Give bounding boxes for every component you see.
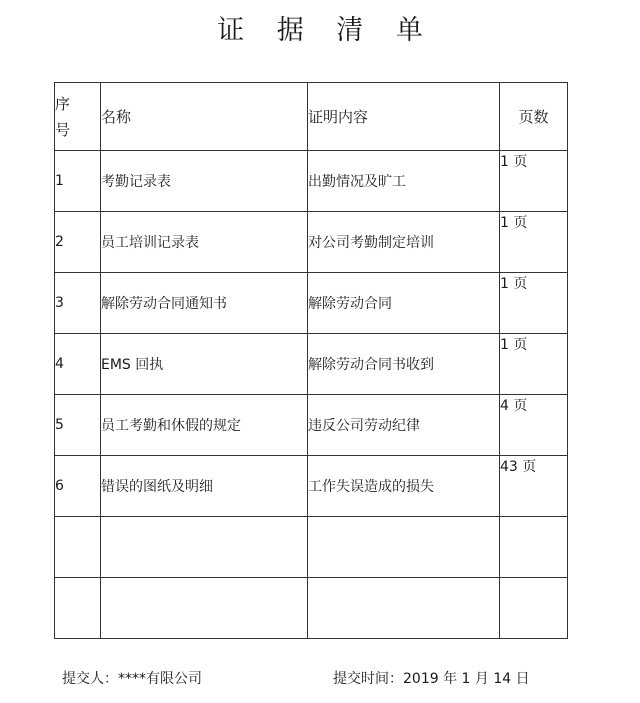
- row-name: 解除劳动合同通知书: [101, 273, 308, 334]
- empty-cell: [55, 578, 101, 639]
- header-serial-number: [55, 83, 101, 151]
- row-page-count: 1 页: [500, 212, 568, 273]
- header-serial-line2: 号: [55, 120, 71, 139]
- table-row: [55, 456, 568, 517]
- empty-cell: [101, 517, 308, 578]
- row-proof-content: 对公司考勤制定培训: [308, 212, 500, 273]
- row-proof-content: 违反公司劳动纪律: [308, 395, 500, 456]
- empty-cell: [500, 517, 568, 578]
- row-name: 员工考勤和休假的规定: [101, 395, 308, 456]
- empty-cell: [308, 578, 500, 639]
- row-serial-number: 6: [55, 456, 101, 517]
- row-proof-content: 解除劳动合同: [308, 273, 500, 334]
- row-page-count: 43 页: [500, 456, 568, 517]
- table-row: [55, 395, 568, 456]
- table-row: [55, 334, 568, 395]
- table-header-row: [55, 83, 568, 151]
- row-serial-number: 2: [55, 212, 101, 273]
- row-proof-content: 工作失误造成的损失: [308, 456, 500, 517]
- row-name: 员工培训记录表: [101, 212, 308, 273]
- empty-cell: [55, 517, 101, 578]
- row-page-count: 1 页: [500, 273, 568, 334]
- submitter-line: 提交人：****有限公司: [62, 671, 202, 687]
- row-page-count: 1 页: [500, 151, 568, 212]
- empty-table-row: [55, 517, 568, 578]
- empty-cell: [308, 517, 500, 578]
- row-page-count: 4 页: [500, 395, 568, 456]
- document-title: 证 据 清 单: [217, 15, 435, 46]
- row-page-count: 1 页: [500, 334, 568, 395]
- empty-table-row: [55, 578, 568, 639]
- row-serial-number: 5: [55, 395, 101, 456]
- empty-cell: [101, 578, 308, 639]
- submit-time-line: 提交时间：2019 年 1 月 14 日: [333, 671, 530, 687]
- table-row: [55, 212, 568, 273]
- row-name: 错误的图纸及明细: [101, 456, 308, 517]
- header-name: 名称: [101, 83, 308, 151]
- table-row: [55, 273, 568, 334]
- row-serial-number: 1: [55, 151, 101, 212]
- row-proof-content: 解除劳动合同书收到: [308, 334, 500, 395]
- row-serial-number: 4: [55, 334, 101, 395]
- row-serial-number: 3: [55, 273, 101, 334]
- empty-cell: [500, 578, 568, 639]
- row-proof-content: 出勤情况及旷工: [308, 151, 500, 212]
- header-serial-line1: 序: [55, 94, 71, 113]
- row-name: EMS 回执: [101, 334, 308, 395]
- table-row: [55, 151, 568, 212]
- row-name: 考勤记录表: [101, 151, 308, 212]
- evidence-table: [54, 82, 568, 639]
- header-proof-content: 证明内容: [308, 83, 500, 151]
- header-page-count: 页数: [500, 83, 568, 151]
